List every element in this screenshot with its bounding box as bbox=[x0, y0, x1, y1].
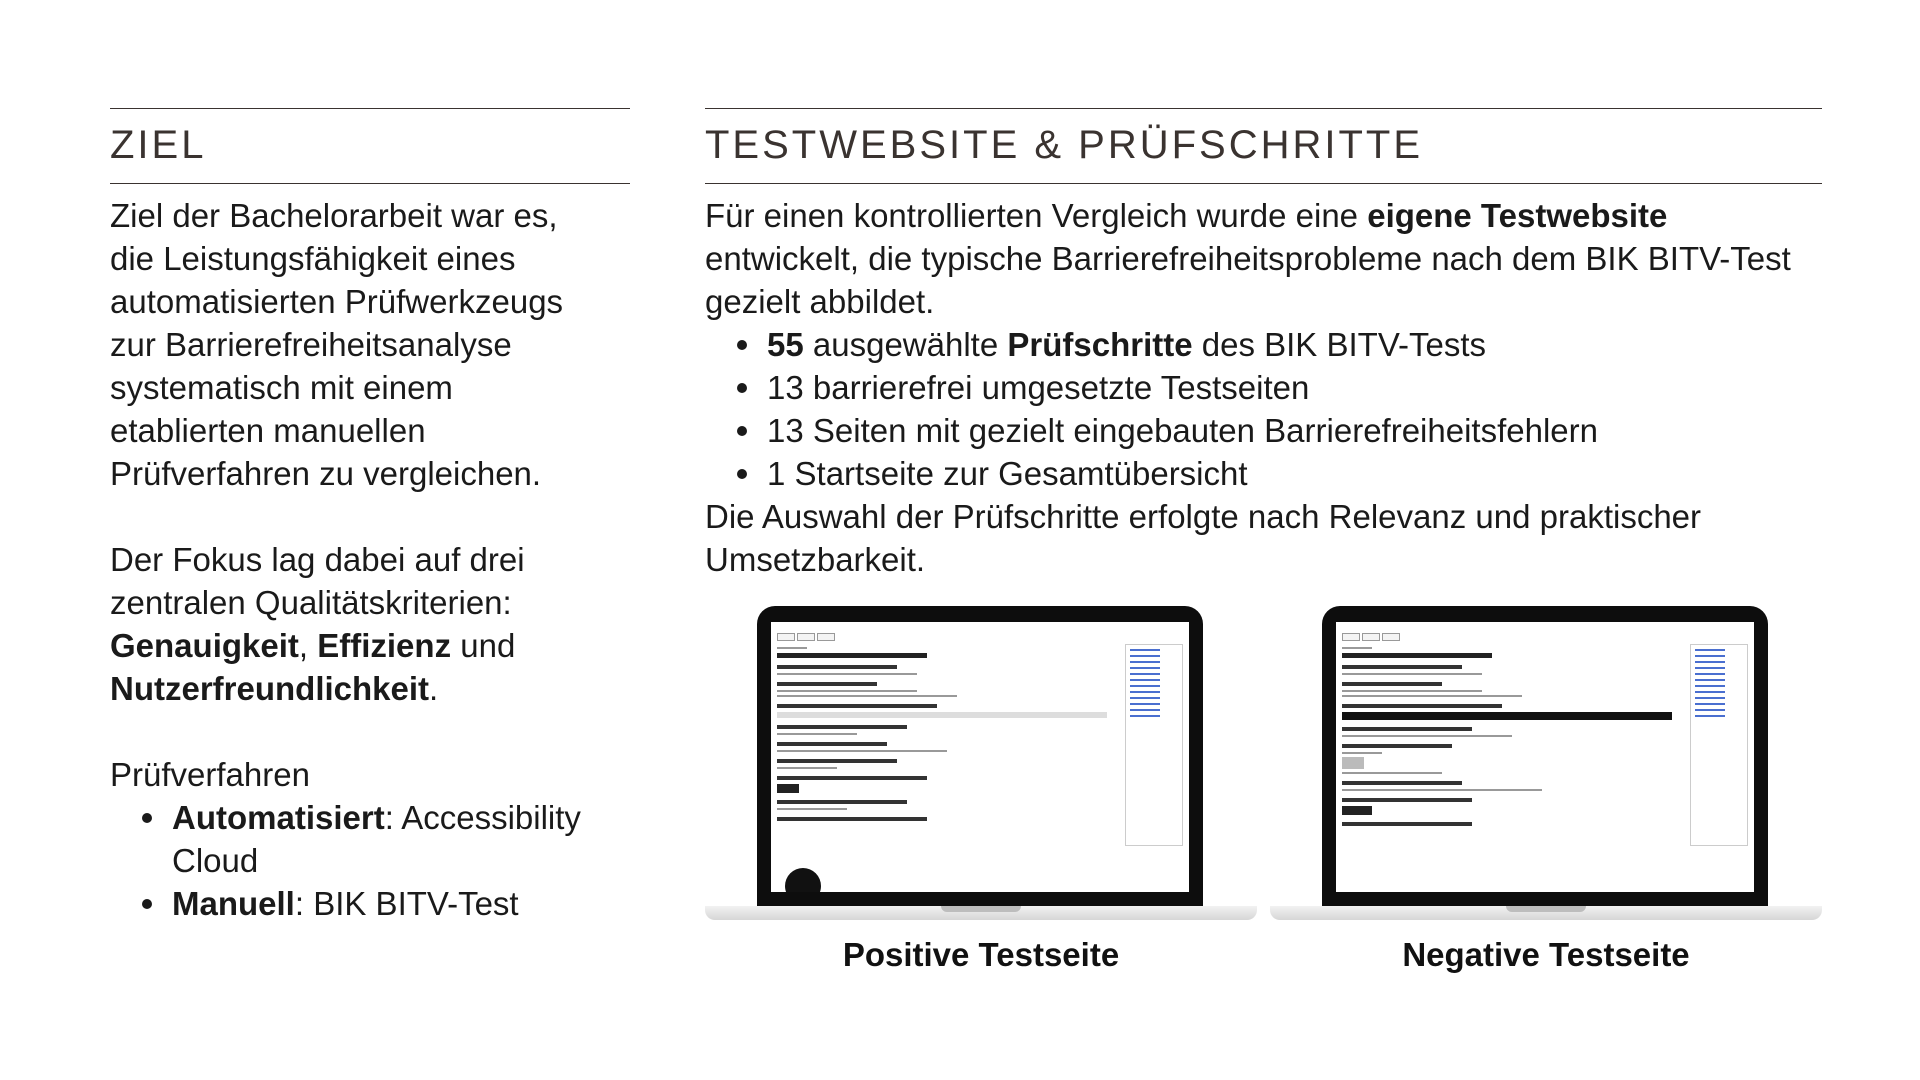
fact-item: 1 Startseite zur Gesamtübersicht bbox=[767, 452, 1822, 495]
negative-caption: Negative Testseite bbox=[1402, 936, 1690, 973]
goal-line: die Leistungsfähigkeit eines bbox=[110, 240, 516, 277]
intro-paragraph: Für einen kontrollierten Vergleich wurde eine eigene Testwebsite entwickelt, die typische Barrierefreiheitsprobleme nach dem BIK BITV-Test gezielt abbildet. bbox=[705, 197, 1791, 320]
fact-item: 13 barrierefrei umgesetzte Testseiten bbox=[767, 366, 1822, 409]
goal-line: zur Barrierefreiheitsanalyse bbox=[110, 326, 512, 363]
positive-caption: Positive Testseite bbox=[842, 936, 1120, 973]
criterion-usability: Nutzerfreundlichkeit bbox=[110, 670, 430, 707]
testsite-text bbox=[705, 194, 1822, 581]
facts-list bbox=[705, 323, 1822, 495]
goal-line: systematisch mit einem bbox=[110, 369, 453, 406]
negative-testsite-screen bbox=[1336, 622, 1754, 892]
fact-item: 13 Seiten mit gezielt eingebauten Barrierefreiheitsfehlern bbox=[767, 409, 1822, 452]
methods-title: Prüfverfahren bbox=[110, 756, 310, 793]
criteria-line: Nutzerfreundlichkeit. bbox=[110, 670, 439, 707]
methods-list bbox=[110, 796, 630, 925]
own-testsite-emphasis: eigene Testwebsite bbox=[1367, 197, 1668, 234]
goal-line: Ziel der Bachelorarbeit war es, bbox=[110, 197, 558, 234]
outro-paragraph: Die Auswahl der Prüfschritte erfolgte nach Relevanz und praktischer Umsetzbarkeit. bbox=[705, 498, 1702, 578]
goal-line: Prüfverfahren zu vergleichen. bbox=[110, 455, 542, 492]
heading-bottom-rule bbox=[110, 183, 630, 184]
criterion-efficiency: Effizienz bbox=[317, 627, 452, 664]
method-item-manual: Manuell: BIK BITV-Test bbox=[172, 882, 630, 925]
info-fab-icon bbox=[785, 868, 821, 892]
heading-bottom-rule bbox=[705, 183, 1822, 184]
goal-text bbox=[110, 194, 630, 925]
focus-line: zentralen Qualitätskriterien: bbox=[110, 584, 512, 621]
testsite-heading: TESTWEBSITE & PRÜFSCHRITTE bbox=[705, 123, 1424, 167]
fact-item: 55 ausgewählte Prüfschritte des BIK BITV-Tests bbox=[767, 323, 1822, 366]
goal-line: automatisierten Prüfwerkzeugs bbox=[110, 283, 564, 320]
laptop-lid bbox=[757, 606, 1203, 906]
laptop-lid bbox=[1322, 606, 1768, 906]
criterion-accuracy: Genauigkeit bbox=[110, 627, 299, 664]
positive-testsite-screen bbox=[771, 622, 1189, 892]
focus-line: Der Fokus lag dabei auf drei bbox=[110, 541, 525, 578]
goal-section bbox=[110, 108, 630, 925]
method-item-automated: Automatisiert: Accessibility Cloud bbox=[172, 796, 630, 882]
testsite-section bbox=[705, 108, 1822, 581]
goal-heading: ZIEL bbox=[110, 123, 207, 167]
testsite-screenshots bbox=[705, 606, 1822, 986]
criteria-line: Genauigkeit, Effizienz und bbox=[110, 627, 516, 664]
goal-line: etablierten manuellen bbox=[110, 412, 426, 449]
